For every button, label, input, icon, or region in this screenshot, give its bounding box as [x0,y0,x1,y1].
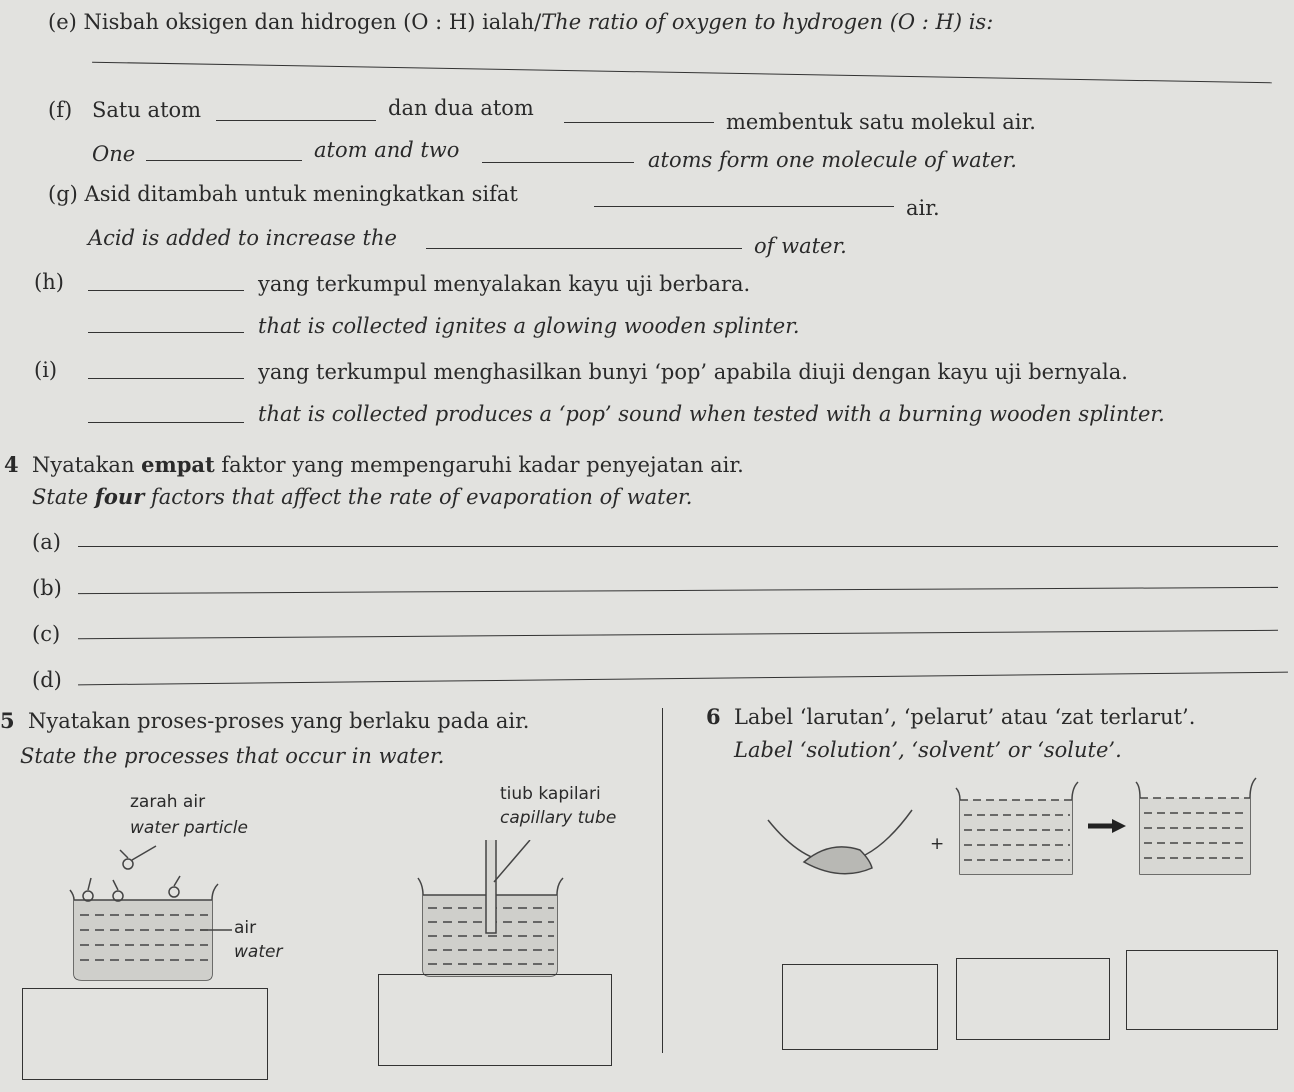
q5-ms: 5 Nyatakan proses-proses yang berlaku pada air. [0,708,530,733]
f-ms3: membentuk satu molekul air. [726,110,1036,134]
solution-diagram [760,770,1290,890]
i-en: that is collected produces a ‘pop’ sound when tested with a burning wooden splinter. [258,402,1165,426]
particle-label-ms: zarah air [130,792,206,812]
g-en1: Acid is added to increase the [88,226,397,250]
answer-line-f2[interactable] [564,122,714,123]
h-ms: yang terkumpul menyalakan kayu uji berbara. [258,272,751,296]
label-f: (f) [48,98,73,122]
q6-en: Label ‘solution’, ‘solvent’ or ‘solute’. [734,738,1122,762]
answer-line-4c[interactable] [78,630,1278,639]
answer-line-h1[interactable] [88,290,244,291]
answer-box-solution[interactable] [1126,950,1278,1030]
answer-line-g1[interactable] [594,206,894,207]
f-ms2: dan dua atom [388,96,534,120]
water-label-en: water [234,942,283,962]
q4-en: State four factors that affect the rate of evaporation of water. [32,484,693,509]
g-ms: (g) Asid ditambah untuk meningkatkan sifat [48,182,518,206]
tube-label-en: capillary tube [500,808,617,828]
answer-box-evaporation[interactable] [22,988,268,1080]
q4-label-d: (d) [32,668,62,692]
question-e: (e) Nisbah oksigen dan hidrogen (O : H) ialah/The ratio of oxygen to hydrogen (O : H) is: [48,10,994,34]
answer-line-f4[interactable] [482,162,634,163]
answer-line-g2[interactable] [426,248,742,249]
tube-label-ms: tiub kapilari [500,784,601,804]
answer-box-solvent[interactable] [956,958,1110,1040]
answer-line-e[interactable] [92,62,1272,84]
f-en3: atoms form one molecule of water. [648,148,1017,172]
water-label-ms: air [234,918,257,938]
answer-line-4a[interactable] [78,546,1278,547]
g-en2: of water. [754,234,847,258]
evaporation-and-capillary-diagram [60,840,660,990]
f-en2: atom and two [314,138,460,162]
answer-box-solute[interactable] [782,964,938,1050]
q4-label-a: (a) [32,530,61,554]
f-en1: One [92,142,136,166]
i-ms: yang terkumpul menghasilkan bunyi ‘pop’ apabila diuji dengan kayu uji bernyala. [258,360,1128,384]
evaporation-beaker [70,846,232,980]
answer-line-4d[interactable] [78,672,1288,686]
answer-line-f1[interactable] [216,120,376,121]
f-ms1: Satu atom [92,98,202,122]
answer-line-f3[interactable] [146,160,302,161]
particle-label-en: water particle [130,818,248,838]
g-ms2: air. [906,196,940,220]
q4-label-b: (b) [32,576,62,600]
h-en: that is collected ignites a glowing wooden splinter. [258,314,800,338]
answer-line-i1[interactable] [88,378,244,379]
answer-box-capillary[interactable] [378,974,612,1066]
q5-en: State the processes that occur in water. [20,744,445,768]
q4-ms: 4 Nyatakan empat faktor yang mempengaruhi kadar penyejatan air. [4,452,744,477]
answer-line-4b[interactable] [78,587,1278,594]
q6-ms: 6 Label ‘larutan’, ‘pelarut’ atau ‘zat terlarut’. [706,704,1196,729]
answer-line-h2[interactable] [88,332,244,333]
plus-sign: + [930,834,945,854]
label-h: (h) [34,270,64,294]
q4-label-c: (c) [32,622,61,646]
capillary-beaker [418,840,563,976]
answer-line-i2[interactable] [88,422,244,423]
column-divider [662,708,663,1053]
label-i: (i) [34,358,58,382]
